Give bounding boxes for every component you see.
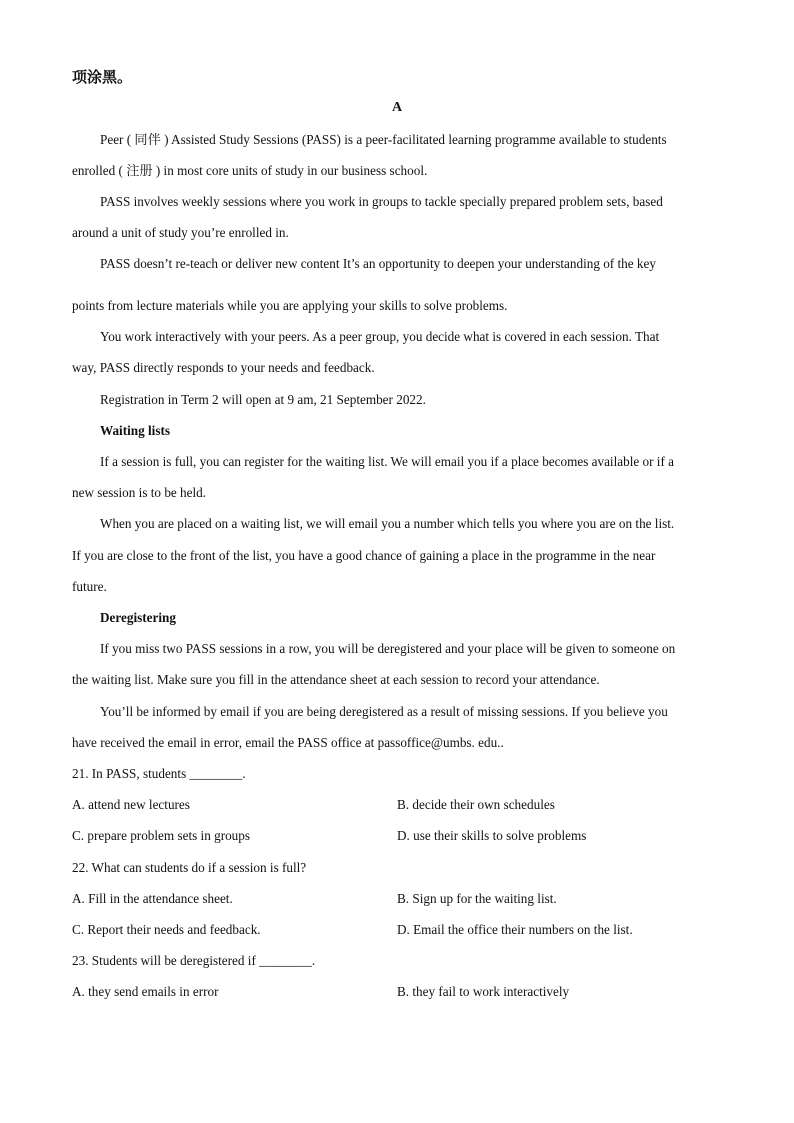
passage-line: new session is to be held. (72, 485, 207, 500)
passage-line: Registration in Term 2 will open at 9 am, 21 September 2022. (100, 392, 426, 407)
section-letter: A (391, 100, 403, 115)
passage-line: PASS involves weekly sessions where you work in groups to tackle specially prepared problem sets, based (100, 194, 663, 209)
option-22-b[interactable]: B. Sign up for the waiting list. (397, 891, 557, 906)
passage-line: points from lecture materials while you are applying your skills to solve problems. (72, 298, 508, 313)
passage-line: You work interactively with your peers. As a peer group, you decide what is covered in each session. That (100, 329, 660, 344)
question-stem-23: 23. Students will be deregistered if ________. (72, 953, 316, 968)
option-23-a[interactable]: A. they send emails in error (72, 984, 219, 999)
option-21-c[interactable]: C. prepare problem sets in groups (72, 828, 250, 843)
passage-line: enrolled ( 注册 ) in most core units of study in our business school. (72, 163, 428, 178)
passage-line: the waiting list. Make sure you fill in the attendance sheet at each session to record your attendance. (72, 672, 600, 687)
question-stem-22: 22. What can students do if a session is full? (72, 860, 307, 875)
option-21-d[interactable]: D. use their skills to solve problems (397, 828, 587, 843)
passage-line: If a session is full, you can register for the waiting list. We will email you if a place becomes available or if a (100, 454, 675, 469)
passage-line: future. (72, 579, 107, 594)
waiting-lists-heading: Waiting lists (100, 423, 170, 438)
passage-line: If you are close to the front of the list, you have a good chance of gaining a place in the programme in the near (72, 548, 656, 563)
option-22-a[interactable]: A. Fill in the attendance sheet. (72, 891, 233, 906)
passage-line: Peer ( 同伴 ) Assisted Study Sessions (PASS) is a peer-facilitated learning programme available to students (100, 132, 667, 147)
passage-line: When you are placed on a waiting list, we will email you a number which tells you where you are on the list. (100, 516, 675, 531)
option-21-b[interactable]: B. decide their own schedules (397, 797, 555, 812)
passage-line: PASS doesn’t re-teach or deliver new content It’s an opportunity to deepen your understanding of the key (100, 256, 656, 271)
passage-line: around a unit of study you’re enrolled in. (72, 225, 289, 240)
question-stem-21: 21. In PASS, students ________. (72, 766, 246, 781)
passage-line: If you miss two PASS sessions in a row, you will be deregistered and your place will be given to someone on (100, 641, 676, 656)
option-23-b[interactable]: B. they fail to work interactively (397, 984, 570, 999)
instruction-heading: 项涂黑。 (72, 68, 133, 86)
passage-line: You’ll be informed by email if you are being deregistered as a result of missing sessions. If you believe you (100, 704, 668, 719)
option-22-c[interactable]: C. Report their needs and feedback. (72, 922, 261, 937)
option-22-d[interactable]: D. Email the office their numbers on the list. (397, 922, 633, 937)
passage-line: way, PASS directly responds to your needs and feedback. (72, 360, 375, 375)
option-21-a[interactable]: A. attend new lectures (72, 797, 190, 812)
deregistering-heading: Deregistering (100, 610, 176, 625)
passage-line: have received the email in error, email the PASS office at passoffice@umbs. edu.. (72, 735, 504, 750)
